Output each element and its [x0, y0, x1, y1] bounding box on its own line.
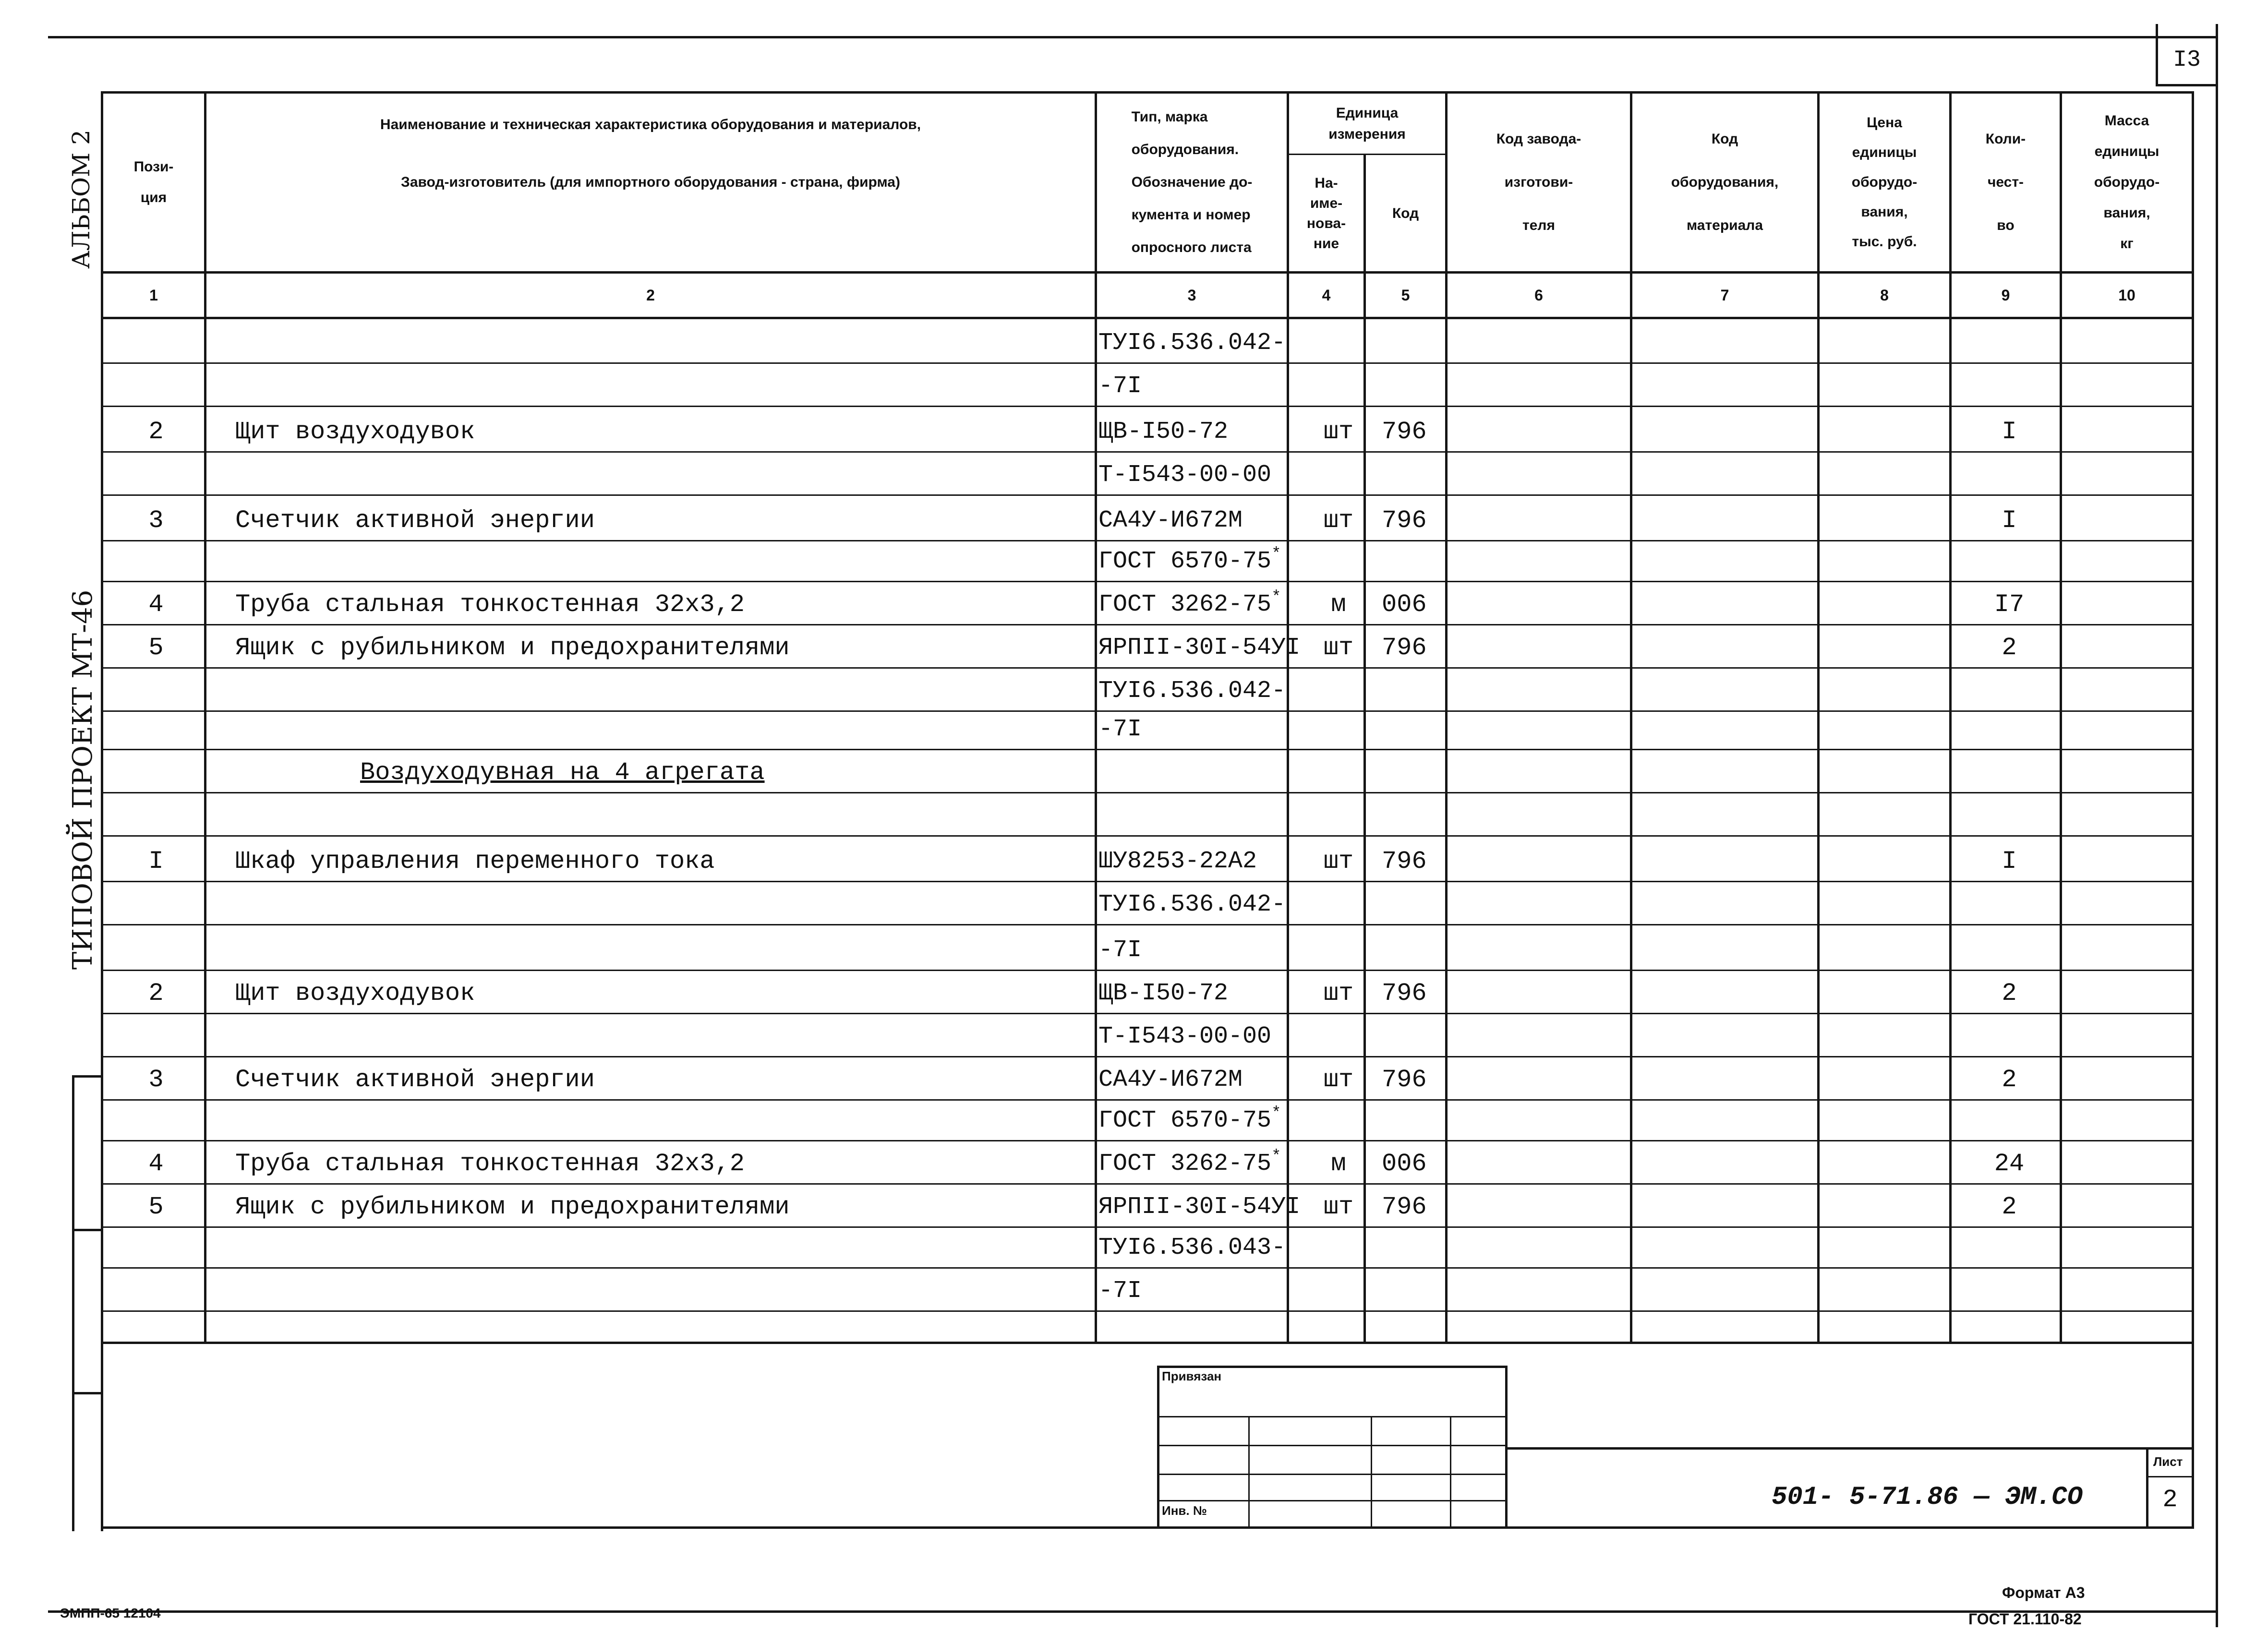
row-unit: м: [1331, 590, 1346, 619]
row-name: Счетчик активной энергии: [235, 1066, 595, 1094]
stamp-col-1: [1248, 1416, 1250, 1529]
row-unit: шт: [1323, 1193, 1354, 1221]
side-label-album: АЛЬБОМ 2: [67, 130, 95, 269]
colnum-9: 9: [2001, 286, 2010, 304]
footer-left-code: ЭМПП-65 12104: [60, 1606, 161, 1620]
margin-stamp-right: [101, 1075, 103, 1531]
row-quantity: 2: [2002, 1066, 2017, 1094]
margin-stamp-top: [72, 1075, 103, 1078]
header-quantity-text: Коли- чест- во: [1985, 131, 2026, 233]
row-type: ШУ8253-22А2: [1098, 848, 1257, 875]
stamp-col-3: [1450, 1416, 1451, 1529]
row-divider: [101, 792, 2194, 793]
table-body-bottom: [101, 1342, 2194, 1344]
header-type: [1097, 94, 1287, 271]
row-unit-code: 796: [1382, 506, 1427, 535]
row-unit: м: [1331, 1150, 1346, 1178]
stamp-inv-label: Инв. №: [1162, 1503, 1207, 1518]
row-unit-code: 796: [1382, 847, 1427, 876]
right-border: [2216, 24, 2218, 1627]
row-unit: шт: [1323, 1066, 1354, 1094]
row-divider: [101, 924, 2194, 925]
stamp-left: [1157, 1366, 1159, 1529]
row-divider: [101, 1140, 2194, 1141]
colnum-1: 1: [149, 286, 158, 304]
header-equipment-code-text: Код оборудования, материала: [1671, 131, 1779, 233]
row-unit-code: 796: [1382, 634, 1427, 662]
row-type: СА4У-И672М: [1098, 507, 1243, 534]
row-divider: [101, 540, 2194, 541]
row-type: ЯРПII-30I-54УI: [1098, 634, 1301, 661]
row-quantity: 2: [2002, 634, 2017, 662]
stamp-top: [1157, 1366, 1508, 1368]
row-divider: [101, 835, 2194, 837]
row-name: Шкаф управления переменного тока: [235, 847, 715, 876]
colnum-2: 2: [646, 286, 655, 304]
header-price: [1820, 94, 1949, 271]
row-type: -7I: [1098, 1277, 1142, 1305]
sheet-box-bottom: [2156, 84, 2218, 86]
row-divider: [101, 1267, 2194, 1269]
unit-group-line: [1287, 154, 1445, 155]
row-unit-code: 796: [1382, 979, 1427, 1008]
row-position: 4: [148, 1150, 164, 1178]
row-type-sup: *: [1271, 1104, 1281, 1123]
row-divider: [101, 1099, 2194, 1101]
sheet-label: Лист: [2153, 1454, 2183, 1469]
row-position: I: [148, 847, 164, 876]
stamp-row-1: [1157, 1416, 1508, 1417]
row-type: ТУI6.536.042-: [1098, 677, 1286, 705]
header-quantity: [1952, 94, 2060, 271]
row-name: Труба стальная тонкостенная 32х3,2: [235, 590, 745, 619]
row-divider: [101, 881, 2194, 882]
row-divider: [101, 970, 2194, 971]
header-mass: [2062, 94, 2192, 271]
bottom-rule: [48, 1610, 2218, 1613]
row-divider: [101, 1183, 2194, 1185]
row-type-sup: *: [1271, 545, 1281, 564]
row-unit-code: 796: [1382, 1193, 1427, 1221]
row-position: 4: [148, 590, 164, 619]
row-unit-code: 006: [1382, 1150, 1427, 1178]
header-plant-code: [1448, 94, 1630, 271]
header-name-text: Наименование и техническая характеристика оборудования и материалов, Завод-изготовитель (для импортного оборудования - страна, фирма): [380, 117, 921, 190]
row-quantity: 2: [2002, 1193, 2017, 1221]
margin-stamp-div1: [72, 1229, 103, 1231]
row-unit: шт: [1323, 979, 1354, 1008]
row-unit-code: 006: [1382, 590, 1427, 619]
row-name: Ящик с рубильником и предохранителями: [235, 1193, 790, 1221]
row-divider: [101, 1013, 2194, 1014]
row-position: 2: [148, 418, 164, 446]
row-type: Т-I543-00-00: [1098, 1023, 1272, 1050]
stamp-col-2: [1371, 1416, 1372, 1529]
row-type: СА4У-И672М: [1098, 1066, 1243, 1093]
header-type-text: Тип, марка оборудования. Обозначение до- кумента и номер опросного листа: [1131, 109, 1253, 255]
stamp-linked-label: Привязан: [1162, 1369, 1222, 1383]
row-type: -7I: [1098, 936, 1142, 964]
row-quantity: 24: [1994, 1150, 2025, 1178]
row-divider: [101, 710, 2194, 712]
row-type: ГОСТ 6570-75*: [1098, 1104, 1281, 1134]
header-equipment-code: [1632, 94, 1817, 271]
row-divider: [101, 1310, 2194, 1312]
sheet-number-top: I3: [2173, 47, 2201, 73]
header-unit-name: [1289, 156, 1363, 271]
header-price-text: Цена единицы оборудо- вания, тыс. руб.: [1851, 115, 1918, 250]
row-type-sup: *: [1271, 588, 1281, 607]
header-unit-code: [1366, 156, 1445, 271]
designation-line: [1505, 1447, 2194, 1450]
row-unit-code: 796: [1382, 418, 1427, 446]
row-name: Ящик с рубильником и предохранителями: [235, 634, 790, 662]
row-type: ЩВ-I50-72: [1098, 418, 1229, 445]
colnum-3: 3: [1187, 286, 1196, 304]
row-divider: [101, 749, 2194, 750]
row-divider: [101, 1056, 2194, 1057]
colnum-4: 4: [1322, 286, 1331, 304]
row-position: 3: [148, 1066, 164, 1094]
header-unit-code-text: Код: [1392, 205, 1419, 221]
footer-gost: ГОСТ 21.110-82: [1968, 1610, 2082, 1628]
row-unit: шт: [1323, 506, 1354, 535]
colnum-5: 5: [1401, 286, 1410, 304]
document-designation: 501- 5-71.86 — ЭМ.СО: [1772, 1483, 2083, 1512]
side-label-project: ТИПОВОЙ ПРОЕКТ МТ-46: [67, 589, 98, 970]
row-divider: [101, 451, 2194, 453]
header-mass-text: Масса единицы оборудо- вания, кг: [2094, 113, 2160, 252]
footer-format: Формат А3: [2002, 1584, 2085, 1601]
row-type: ТУI6.536.042-: [1098, 329, 1286, 357]
colnum-8: 8: [1880, 286, 1889, 304]
row-quantity: I: [2002, 847, 2017, 876]
header-unit-name-text: На- име- нова- ние: [1306, 175, 1346, 252]
row-divider: [101, 1226, 2194, 1228]
top-rule: [48, 36, 2218, 38]
row-position: 3: [148, 506, 164, 535]
header-bottom: [101, 271, 2194, 274]
row-type: ТУI6.536.042-: [1098, 891, 1286, 918]
margin-stamp-left: [72, 1075, 74, 1531]
row-name: Воздуходувная на 4 агрегата: [360, 758, 765, 787]
colnum-bottom: [101, 317, 2194, 319]
row-quantity: I: [2002, 506, 2017, 535]
row-type: ЯРПII-30I-54УI: [1098, 1193, 1301, 1221]
row-position: 5: [148, 634, 164, 662]
sheet-value: 2: [2162, 1486, 2178, 1514]
header-unit-group-text: Единица измерения: [1328, 105, 1406, 142]
row-unit: шт: [1323, 418, 1354, 446]
row-type: Т-I543-00-00: [1098, 461, 1272, 489]
sheet-box-h: [2146, 1476, 2194, 1477]
row-type-sup: *: [1271, 1148, 1281, 1166]
row-name: Счетчик активной энергии: [235, 506, 595, 535]
row-divider: [101, 581, 2194, 582]
row-type: ГОСТ 3262-75*: [1098, 588, 1281, 618]
stamp-row-2: [1157, 1445, 1508, 1446]
stamp-row-3: [1157, 1474, 1508, 1475]
row-name: Щит воздуходувок: [235, 418, 475, 446]
header-position: [103, 94, 204, 271]
colnum-7: 7: [1720, 286, 1729, 304]
row-position: 5: [148, 1193, 164, 1221]
colnum-6: 6: [1534, 286, 1543, 304]
row-quantity: I7: [1994, 590, 2025, 619]
header-name: [206, 94, 1095, 214]
row-type: -7I: [1098, 716, 1142, 743]
colnum-10: 10: [2118, 286, 2135, 304]
row-name: Щит воздуходувок: [235, 979, 475, 1008]
row-divider: [101, 362, 2194, 364]
margin-stamp-div2: [72, 1392, 103, 1394]
row-type: ЩВ-I50-72: [1098, 980, 1229, 1007]
row-position: 2: [148, 979, 164, 1008]
header-position-text: Пози- ция: [133, 159, 174, 205]
row-divider: [101, 624, 2194, 625]
row-quantity: 2: [2002, 979, 2017, 1008]
row-type: ГОСТ 3262-75*: [1098, 1148, 1281, 1177]
row-unit-code: 796: [1382, 1066, 1427, 1094]
row-unit: шт: [1323, 634, 1354, 662]
stamp-row-4: [1157, 1500, 1508, 1501]
row-divider: [101, 406, 2194, 407]
header-plant-code-text: Код завода- изготови- теля: [1496, 131, 1581, 233]
row-quantity: I: [2002, 418, 2017, 446]
row-type: -7I: [1098, 372, 1142, 400]
sheet-box-left: [2156, 24, 2158, 86]
row-type: ГОСТ 6570-75*: [1098, 545, 1281, 575]
row-divider: [101, 494, 2194, 496]
table-bottom: [101, 1526, 2194, 1529]
row-divider: [101, 667, 2194, 669]
header-unit-group: [1289, 94, 1445, 154]
row-name: Труба стальная тонкостенная 32х3,2: [235, 1150, 745, 1178]
row-type: ТУI6.536.043-: [1098, 1234, 1286, 1261]
row-unit: шт: [1323, 847, 1354, 876]
